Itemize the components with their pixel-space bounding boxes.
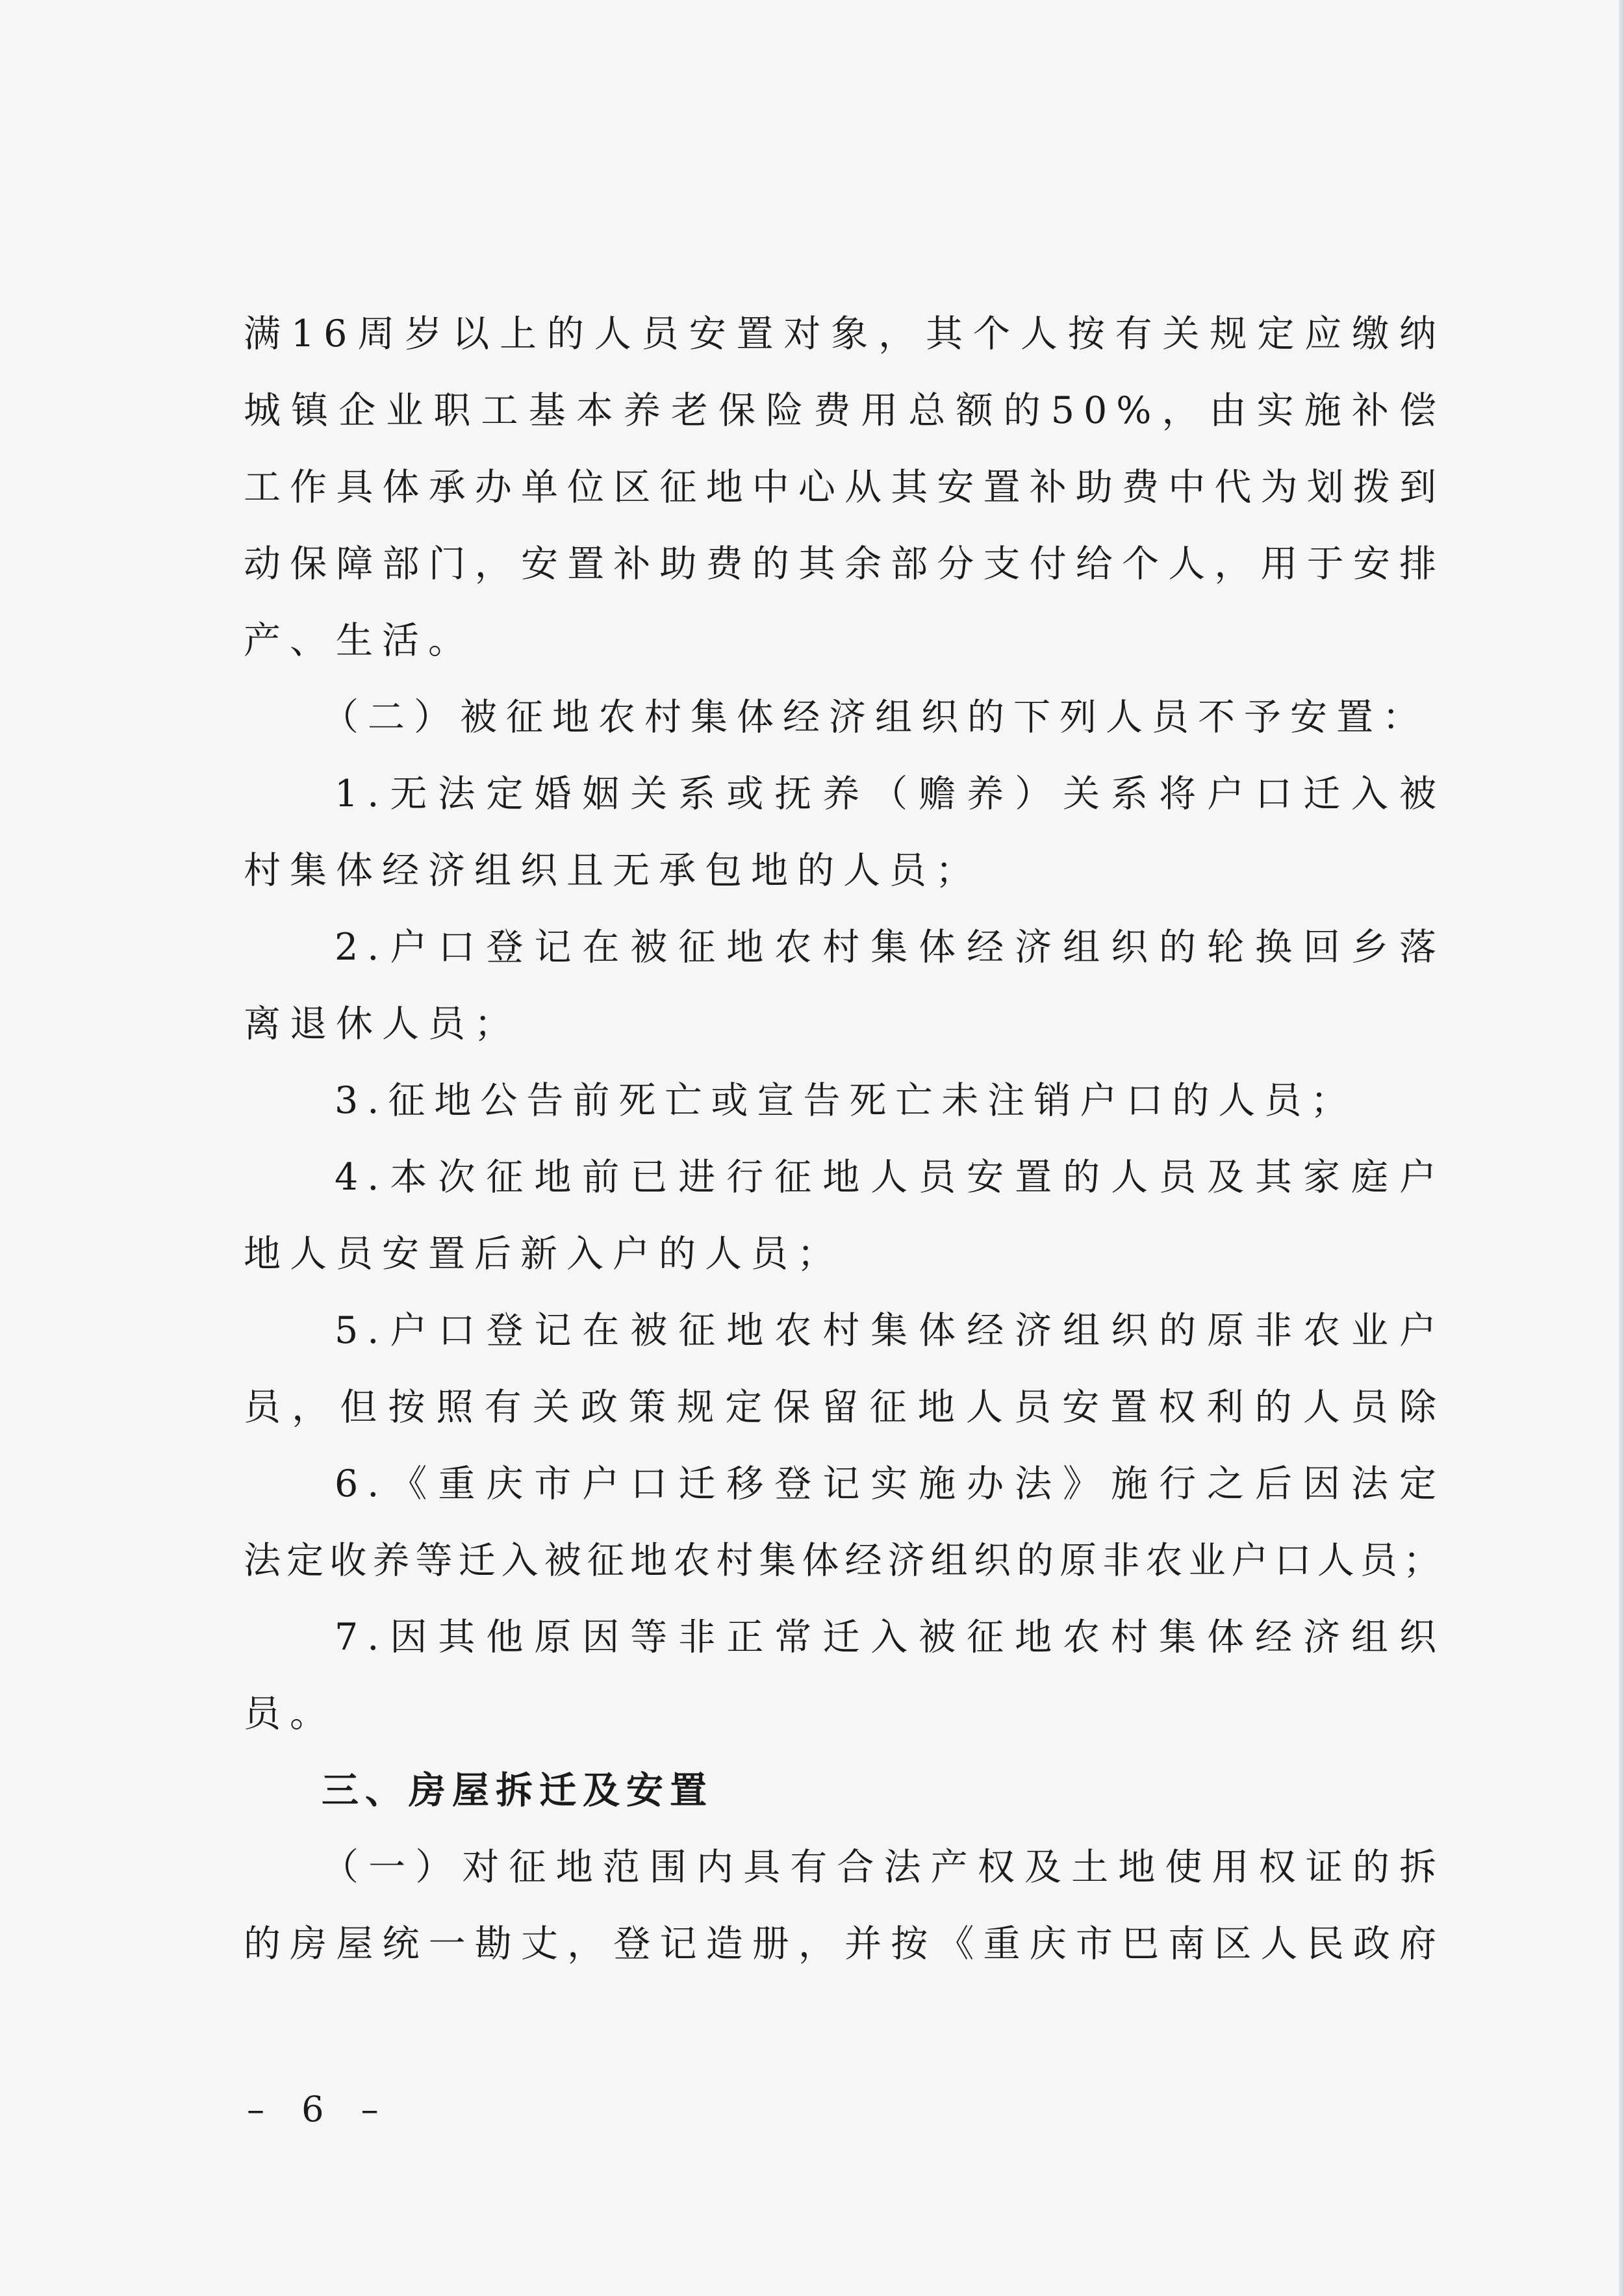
list-item: 3.征地公告前死亡或宣告死亡未注销户口的人员；: [335, 1079, 1357, 1122]
list-item: 5.户口登记在被征地农村集体经济组织的原非农业户: [335, 1309, 1445, 1352]
list-item: 6.《重庆市户口迁移登记实施办法》施行之后因法定: [335, 1462, 1445, 1505]
list-item: 4.本次征地前已进行征地人员安置的人员及其家庭户: [335, 1156, 1445, 1199]
list-item-continuation: 离退休人员；: [244, 1002, 520, 1045]
list-item-continuation: 法定收养等迁入被征地农村集体经济组织的原非农业户口人员；: [244, 1539, 1445, 1582]
page-number: – 6 –: [247, 2089, 392, 2130]
paragraph-line: 产、生活。: [244, 619, 474, 662]
paragraph-line: 动保障部门，安置补助费的其余部分支付给个人，用于安排: [244, 542, 1445, 585]
list-item-continuation: 村集体经济组织且无承包地的人员；: [244, 849, 982, 892]
section-subheading: （二）被征地农村集体经济组织的下列人员不予安置：: [322, 696, 1428, 739]
list-item: 1.无法定婚姻关系或抚养（赡养）关系将户口迁入被: [335, 772, 1445, 815]
section-heading: 三、房屋拆迁及安置: [322, 1769, 713, 1812]
list-item: 7.因其他原因等非正常迁入被征地农村集体经济组织: [335, 1616, 1445, 1659]
paragraph-line: 满16周岁以上的人员安置对象，其个人按有关规定应缴纳: [244, 313, 1445, 355]
paragraph-line: 的房屋统一勘丈，登记造册，并按《重庆市巴南区人民政府: [244, 1922, 1445, 1965]
list-item-continuation: 地人员安置后新入户的人员；: [244, 1232, 843, 1275]
list-item: 2.户口登记在被征地农村集体经济组织的轮换回乡落: [335, 926, 1445, 969]
scan-edge: [1619, 0, 1624, 2296]
paragraph-line: 城镇企业职工基本养老保险费用总额的50%，由实施补偿: [244, 389, 1445, 432]
paragraph-line: （一）对征地范围内具有合法产权及土地使用权证的拆: [322, 1846, 1445, 1889]
document-body: [244, 296, 1445, 1982]
list-item-continuation: 员。: [244, 1692, 336, 1735]
paragraph-line: 工作具体承办单位区征地中心从其安置补助费中代为划拨到: [244, 466, 1445, 509]
list-item-continuation: 员，但按照有关政策规定保留征地人员安置权利的人员除: [244, 1386, 1445, 1429]
